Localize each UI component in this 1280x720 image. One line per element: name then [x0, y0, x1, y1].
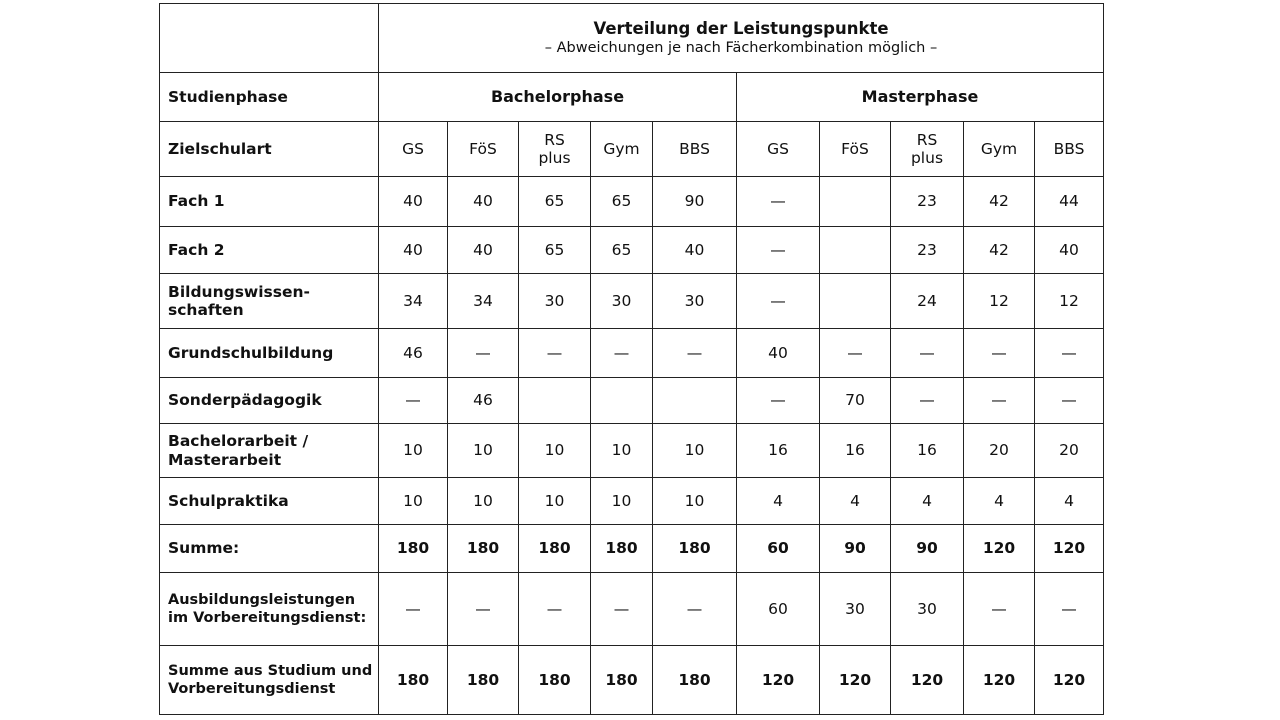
- row-label: Grundschulbildung: [160, 329, 379, 378]
- value-cell: —: [379, 573, 448, 646]
- value-cell: [519, 378, 591, 424]
- master-phase-header: Masterphase: [737, 73, 1104, 122]
- value-cell: 12: [1035, 274, 1104, 329]
- value-cell: —: [591, 329, 653, 378]
- row-label: Bachelorarbeit / Masterarbeit: [160, 424, 379, 478]
- value-cell: [591, 378, 653, 424]
- value-cell: 20: [1035, 424, 1104, 478]
- school-type-cell: Gym: [591, 122, 653, 177]
- value-cell: 180: [519, 646, 591, 715]
- table-title: Verteilung der Leistungspunkte: [593, 18, 889, 38]
- empty-corner-cell: [160, 4, 379, 73]
- value-cell: 65: [591, 227, 653, 274]
- value-cell: 10: [653, 478, 737, 525]
- value-cell: 4: [737, 478, 820, 525]
- value-cell: 120: [1035, 646, 1104, 715]
- school-type-label: Zielschulart: [160, 122, 379, 177]
- school-type-cell: FöS: [448, 122, 519, 177]
- value-cell: —: [379, 378, 448, 424]
- value-cell: 40: [737, 329, 820, 378]
- value-cell: 46: [379, 329, 448, 378]
- value-cell: 20: [964, 424, 1035, 478]
- total-sum-row: [160, 646, 1104, 715]
- table-row: [160, 329, 1104, 378]
- value-cell: 120: [1035, 525, 1104, 573]
- value-cell: 30: [519, 274, 591, 329]
- value-cell: 40: [1035, 227, 1104, 274]
- value-cell: [820, 274, 891, 329]
- value-cell: [653, 378, 737, 424]
- table-row: [160, 274, 1104, 329]
- credit-points-table: [159, 3, 1104, 715]
- value-cell: 65: [519, 177, 591, 227]
- title-row: [160, 4, 1104, 73]
- value-cell: 70: [820, 378, 891, 424]
- value-cell: 44: [1035, 177, 1104, 227]
- value-cell: —: [519, 329, 591, 378]
- value-cell: —: [448, 329, 519, 378]
- row-label: Summe aus Studium und Vorbereitungsdienst: [160, 646, 379, 715]
- school-type-cell: GS: [379, 122, 448, 177]
- value-cell: 16: [737, 424, 820, 478]
- value-cell: —: [737, 177, 820, 227]
- school-type-cell: [519, 122, 591, 177]
- value-cell: 10: [591, 424, 653, 478]
- value-cell: 180: [448, 525, 519, 573]
- row-label: Fach 2: [160, 227, 379, 274]
- value-cell: 4: [820, 478, 891, 525]
- value-cell: —: [964, 329, 1035, 378]
- school-type-rs-plus: RS plus: [538, 130, 571, 167]
- value-cell: 42: [964, 177, 1035, 227]
- value-cell: —: [820, 329, 891, 378]
- table-row: [160, 177, 1104, 227]
- value-cell: 42: [964, 227, 1035, 274]
- value-cell: 4: [1035, 478, 1104, 525]
- school-type-cell: GS: [737, 122, 820, 177]
- value-cell: 180: [448, 646, 519, 715]
- value-cell: —: [737, 274, 820, 329]
- value-cell: 10: [519, 424, 591, 478]
- school-type-row: [160, 122, 1104, 177]
- value-cell: 120: [964, 525, 1035, 573]
- value-cell: 12: [964, 274, 1035, 329]
- value-cell: 60: [737, 525, 820, 573]
- value-cell: [820, 227, 891, 274]
- value-cell: 90: [820, 525, 891, 573]
- value-cell: 10: [653, 424, 737, 478]
- school-type-cell: FöS: [820, 122, 891, 177]
- value-cell: 10: [379, 478, 448, 525]
- value-cell: 23: [891, 227, 964, 274]
- value-cell: 60: [737, 573, 820, 646]
- sum-row: [160, 525, 1104, 573]
- value-cell: —: [737, 378, 820, 424]
- value-cell: —: [1035, 573, 1104, 646]
- value-cell: 40: [448, 177, 519, 227]
- row-label: Summe:: [160, 525, 379, 573]
- value-cell: 180: [519, 525, 591, 573]
- row-label: Schulpraktika: [160, 478, 379, 525]
- value-cell: 30: [891, 573, 964, 646]
- table-row: [160, 478, 1104, 525]
- value-cell: 65: [519, 227, 591, 274]
- value-cell: 90: [891, 525, 964, 573]
- value-cell: 16: [891, 424, 964, 478]
- value-cell: 40: [448, 227, 519, 274]
- school-type-cell: [891, 122, 964, 177]
- value-cell: —: [1035, 329, 1104, 378]
- table-row: [160, 424, 1104, 478]
- row-label: Ausbildungsleistungen im Vorbereitungsdienst:: [160, 573, 379, 646]
- table-row: [160, 378, 1104, 424]
- value-cell: 30: [820, 573, 891, 646]
- value-cell: 30: [653, 274, 737, 329]
- value-cell: [820, 177, 891, 227]
- school-type-cell: BBS: [653, 122, 737, 177]
- school-type-cell: Gym: [964, 122, 1035, 177]
- phase-row-label: Studienphase: [160, 73, 379, 122]
- table-row: [160, 573, 1104, 646]
- value-cell: —: [737, 227, 820, 274]
- value-cell: 40: [653, 227, 737, 274]
- value-cell: 10: [448, 478, 519, 525]
- value-cell: —: [519, 573, 591, 646]
- value-cell: 10: [448, 424, 519, 478]
- table-row: [160, 227, 1104, 274]
- value-cell: 120: [891, 646, 964, 715]
- value-cell: 24: [891, 274, 964, 329]
- row-label: Sonderpädagogik: [160, 378, 379, 424]
- value-cell: 180: [591, 525, 653, 573]
- value-cell: —: [964, 378, 1035, 424]
- value-cell: —: [448, 573, 519, 646]
- value-cell: 10: [519, 478, 591, 525]
- value-cell: 34: [379, 274, 448, 329]
- value-cell: 30: [591, 274, 653, 329]
- phase-row: [160, 73, 1104, 122]
- value-cell: —: [653, 573, 737, 646]
- value-cell: —: [891, 329, 964, 378]
- value-cell: 4: [891, 478, 964, 525]
- value-cell: 46: [448, 378, 519, 424]
- value-cell: 40: [379, 227, 448, 274]
- value-cell: 16: [820, 424, 891, 478]
- value-cell: 40: [379, 177, 448, 227]
- value-cell: 180: [379, 646, 448, 715]
- value-cell: —: [653, 329, 737, 378]
- row-label: Fach 1: [160, 177, 379, 227]
- value-cell: 65: [591, 177, 653, 227]
- value-cell: 34: [448, 274, 519, 329]
- table-title-cell: [379, 4, 1104, 73]
- value-cell: 180: [653, 525, 737, 573]
- value-cell: 4: [964, 478, 1035, 525]
- value-cell: 180: [379, 525, 448, 573]
- value-cell: 120: [737, 646, 820, 715]
- school-type-cell: BBS: [1035, 122, 1104, 177]
- table-subtitle: – Abweichungen je nach Fächerkombination möglich –: [544, 40, 938, 57]
- bachelor-phase-header: Bachelorphase: [379, 73, 737, 122]
- value-cell: 23: [891, 177, 964, 227]
- value-cell: 10: [591, 478, 653, 525]
- school-type-rs-plus: RS plus: [910, 130, 944, 167]
- row-label: Bildungswissen-schaften: [160, 274, 379, 329]
- value-cell: —: [891, 378, 964, 424]
- value-cell: 180: [591, 646, 653, 715]
- value-cell: 120: [820, 646, 891, 715]
- value-cell: —: [964, 573, 1035, 646]
- value-cell: —: [591, 573, 653, 646]
- value-cell: —: [1035, 378, 1104, 424]
- value-cell: 180: [653, 646, 737, 715]
- value-cell: 90: [653, 177, 737, 227]
- value-cell: 10: [379, 424, 448, 478]
- value-cell: 120: [964, 646, 1035, 715]
